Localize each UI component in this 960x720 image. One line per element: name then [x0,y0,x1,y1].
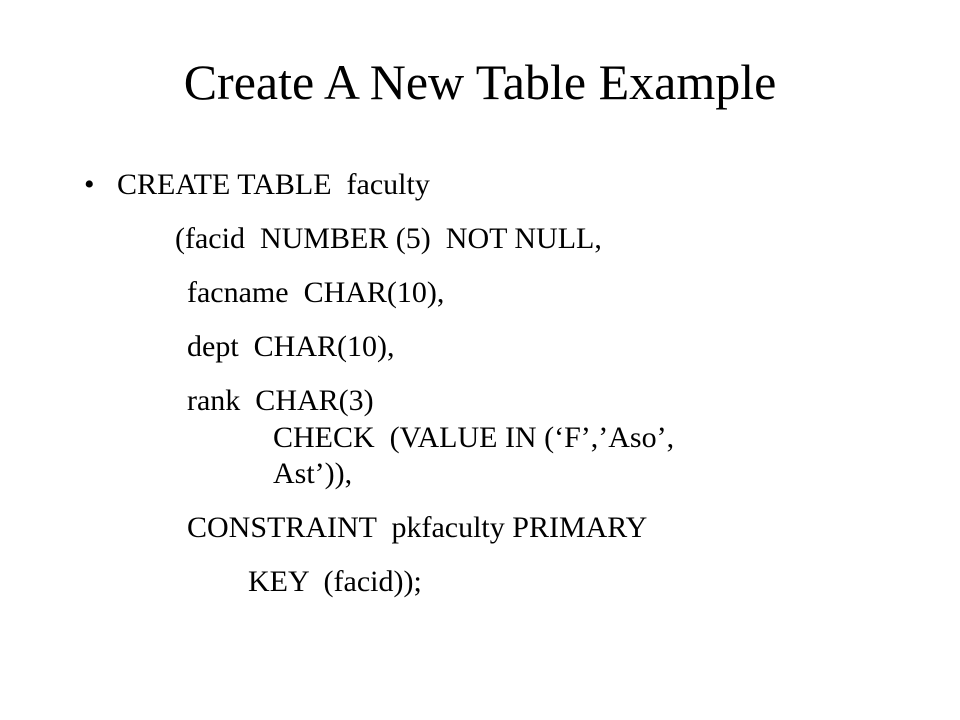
code-line-check-continued: Ast’)), [273,457,353,490]
code-line-create-table: CREATE TABLE faculty [117,168,430,201]
code-line-constraint: CONSTRAINT pkfaculty PRIMARY [187,511,648,544]
code-line-primary-key: KEY (facid)); [248,565,422,598]
code-line-facid: (facid NUMBER (5) NOT NULL, [175,222,602,255]
slide-title: Create A New Table Example [183,54,777,110]
code-line-rank: rank CHAR(3) [187,384,374,417]
code-line-check: CHECK (VALUE IN (‘F’,’Aso’, [273,421,675,454]
code-line-dept: dept CHAR(10), [187,330,395,363]
code-line-facname: facname CHAR(10), [187,276,445,309]
bullet-icon: • [84,168,95,201]
